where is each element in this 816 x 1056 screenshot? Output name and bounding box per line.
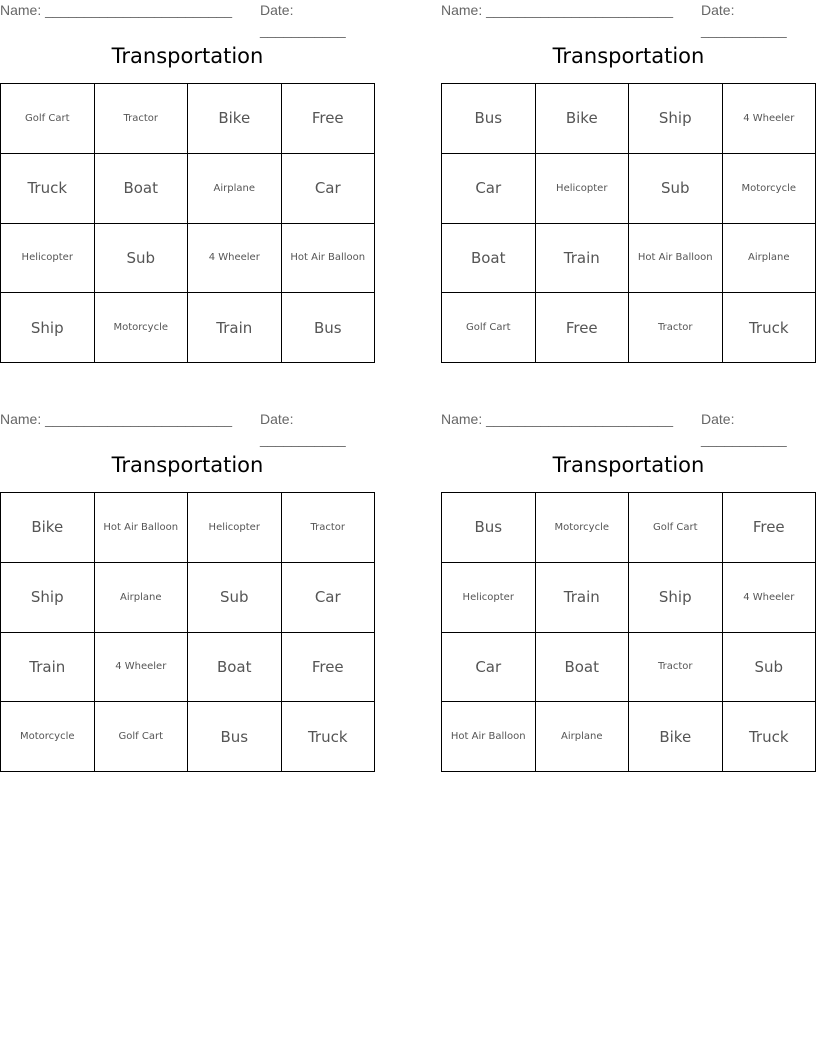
- bingo-grid: [0, 492, 375, 772]
- bingo-cell: Train: [188, 293, 282, 363]
- bingo-cell: Hot Air Balloon: [282, 224, 376, 294]
- bingo-cell: Motorcycle: [723, 154, 816, 224]
- bingo-cell: Golf Cart: [95, 702, 189, 772]
- bingo-cell: Ship: [629, 84, 723, 154]
- date-field-label: Date: ___________: [260, 2, 346, 38]
- bingo-cell: Bike: [629, 702, 723, 772]
- bingo-cell: Hot Air Balloon: [95, 493, 189, 563]
- bingo-cell: Sub: [723, 633, 816, 703]
- date-field-label: Date: ___________: [260, 411, 346, 447]
- bingo-cell: Sub: [95, 224, 189, 294]
- bingo-cell: Bus: [442, 493, 536, 563]
- bingo-cell: Bike: [536, 84, 630, 154]
- bingo-cell: Helicopter: [188, 493, 282, 563]
- bingo-cell: Helicopter: [1, 224, 95, 294]
- bingo-cell: Car: [282, 154, 376, 224]
- bingo-cell: Free: [723, 493, 816, 563]
- bingo-cell: Golf Cart: [442, 293, 536, 363]
- card-header: [0, 409, 375, 447]
- bingo-cell: Free: [282, 633, 376, 703]
- bingo-cell: Motorcycle: [95, 293, 189, 363]
- bingo-cell: Boat: [95, 154, 189, 224]
- bingo-cell: Train: [536, 224, 630, 294]
- bingo-grid: [0, 83, 375, 363]
- bingo-cell: Golf Cart: [629, 493, 723, 563]
- card-title: Transportation: [111, 44, 264, 68]
- bingo-cell: Car: [442, 633, 536, 703]
- card-header: [441, 0, 816, 38]
- bingo-cell: Bike: [188, 84, 282, 154]
- bingo-card-4: [441, 409, 816, 774]
- bingo-cell: Tractor: [629, 633, 723, 703]
- bingo-cell: Motorcycle: [1, 702, 95, 772]
- bingo-card-2: [441, 0, 816, 365]
- bingo-cell: 4 Wheeler: [723, 84, 816, 154]
- bingo-cell: Hot Air Balloon: [629, 224, 723, 294]
- bingo-grid: [441, 83, 816, 363]
- name-field-label: Name: ________________________: [441, 411, 673, 427]
- bingo-cell: Free: [536, 293, 630, 363]
- date-field-label: Date: ___________: [701, 2, 787, 38]
- bingo-cell: Bike: [1, 493, 95, 563]
- bingo-cell: Boat: [188, 633, 282, 703]
- bingo-card-1: [0, 0, 375, 365]
- bingo-cell: 4 Wheeler: [188, 224, 282, 294]
- bingo-cell: Truck: [723, 702, 816, 772]
- bingo-cell: Sub: [629, 154, 723, 224]
- bingo-cell: Sub: [188, 563, 282, 633]
- bingo-cell: 4 Wheeler: [95, 633, 189, 703]
- bingo-card-3: [0, 409, 375, 774]
- bingo-cell: Ship: [1, 293, 95, 363]
- bingo-cell: Train: [1, 633, 95, 703]
- bingo-cell: Boat: [536, 633, 630, 703]
- name-field-label: Name: ________________________: [441, 2, 673, 18]
- bingo-cell: Ship: [629, 563, 723, 633]
- bingo-cell: Bus: [442, 84, 536, 154]
- bingo-cell: Helicopter: [536, 154, 630, 224]
- bingo-cell: Ship: [1, 563, 95, 633]
- card-header: [441, 409, 816, 447]
- date-field-label: Date: ___________: [701, 411, 787, 447]
- bingo-cell: Tractor: [629, 293, 723, 363]
- name-field-label: Name: ________________________: [0, 411, 232, 427]
- bingo-cell: Truck: [1, 154, 95, 224]
- bingo-cell: Car: [442, 154, 536, 224]
- name-field-label: Name: ________________________: [0, 2, 232, 18]
- bingo-cell: Train: [536, 563, 630, 633]
- bingo-cell: Hot Air Balloon: [442, 702, 536, 772]
- card-title: Transportation: [552, 453, 705, 477]
- bingo-cell: Boat: [442, 224, 536, 294]
- bingo-cell: Bus: [282, 293, 376, 363]
- bingo-cell: Tractor: [282, 493, 376, 563]
- card-title: Transportation: [552, 44, 705, 68]
- bingo-cell: Airplane: [95, 563, 189, 633]
- bingo-cell: Motorcycle: [536, 493, 630, 563]
- bingo-cell: Free: [282, 84, 376, 154]
- bingo-grid: [441, 492, 816, 772]
- bingo-cell: Tractor: [95, 84, 189, 154]
- bingo-cell: Bus: [188, 702, 282, 772]
- bingo-cell: 4 Wheeler: [723, 563, 816, 633]
- bingo-cell: Helicopter: [442, 563, 536, 633]
- bingo-cell: Truck: [282, 702, 376, 772]
- card-title: Transportation: [111, 453, 264, 477]
- card-header: [0, 0, 375, 38]
- bingo-cell: Truck: [723, 293, 816, 363]
- bingo-cell: Airplane: [188, 154, 282, 224]
- bingo-cell: Car: [282, 563, 376, 633]
- bingo-cell: Golf Cart: [1, 84, 95, 154]
- bingo-cell: Airplane: [536, 702, 630, 772]
- bingo-cell: Airplane: [723, 224, 816, 294]
